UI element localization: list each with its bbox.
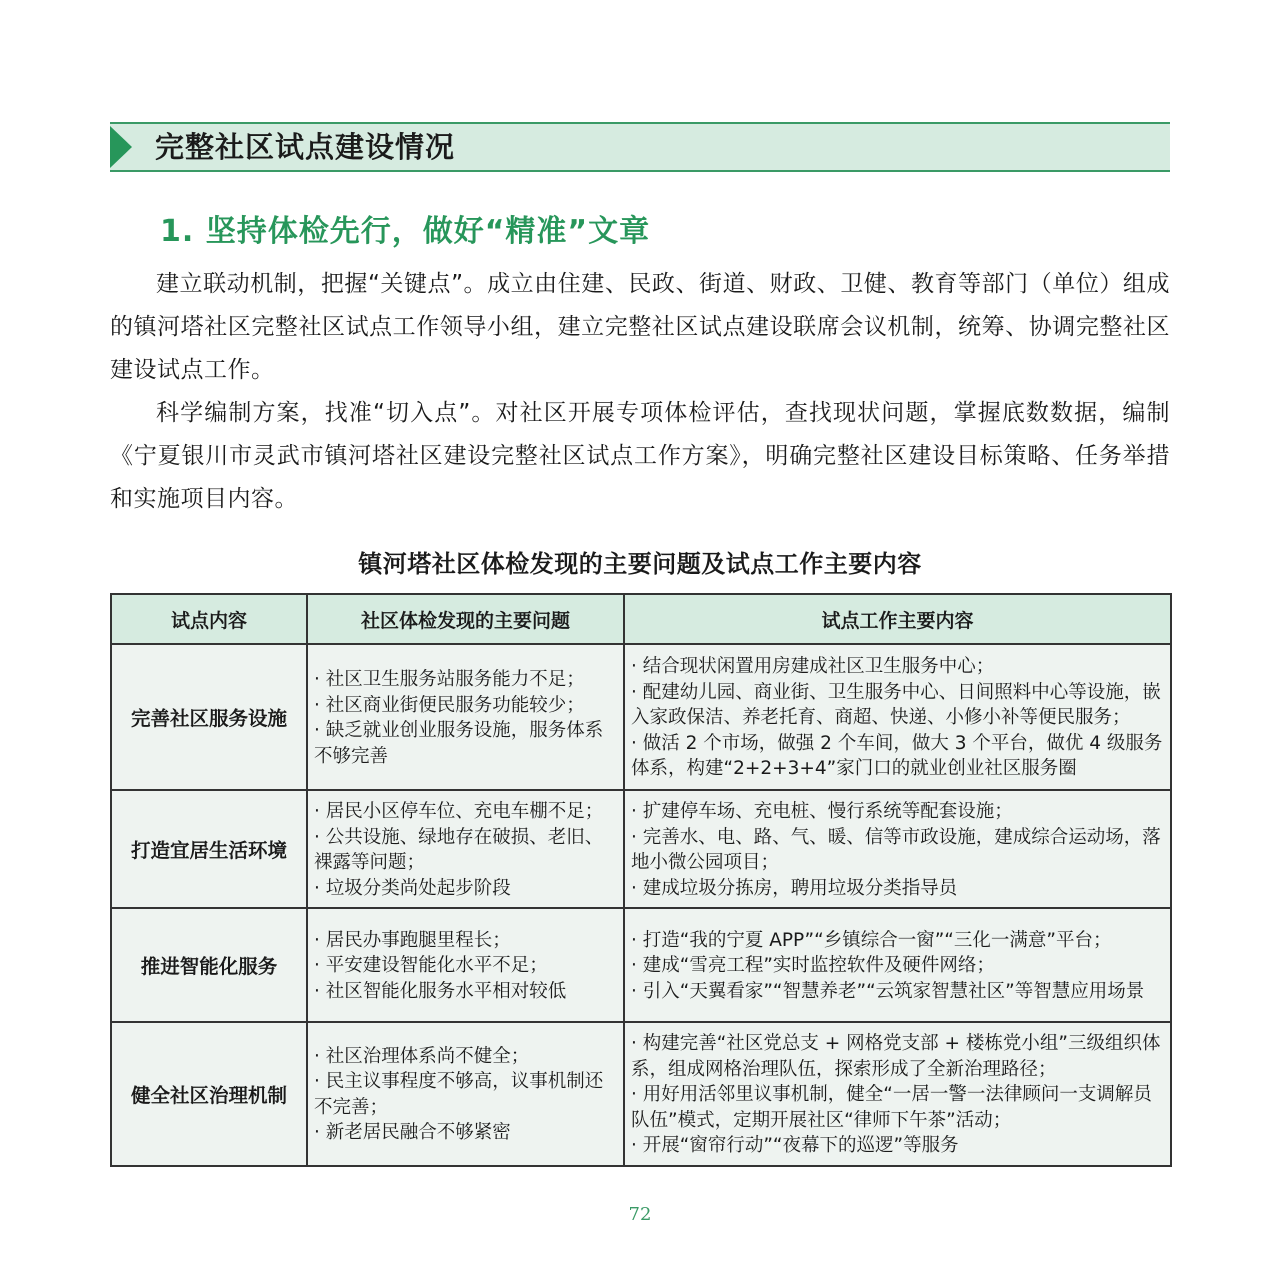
table-header-row: [111, 594, 1171, 644]
row-measures: [624, 644, 1171, 790]
problem-item: · 缺乏就业创业服务设施，服务体系不够完善: [314, 720, 604, 767]
table-row: [111, 644, 1171, 790]
section-arrow-icon: [110, 126, 132, 168]
table-title: 镇河塔社区体检发现的主要问题及试点工作主要内容: [358, 550, 922, 578]
measure-item: · 结合现状闲置用房建成社区卫生服务中心；: [631, 656, 995, 678]
measure-item: · 配建幼儿园、商业街、卫生服务中心、日间照料中心等设施，嵌入家政保洁、养老托育、商超、快递、小修小补等便民服务；: [631, 681, 1161, 729]
measure-item: · 完善水、电、路、气、暖、信等市政设施，建成综合运动场，落地小微公园项目；: [631, 826, 1161, 873]
row-measures: [624, 908, 1171, 1022]
paragraph-2: 科学编制方案，找准“切入点”。对社区开展专项体检评估，查找现状问题，掌握底数数据，编制《宁夏银川市灵武市镇河塔社区建设完整社区试点工作方案》，明确完整社区建设目标策略、任务举措和实施项目内容。: [110, 400, 1170, 512]
problem-item: · 居民办事跑腿里程长；: [314, 929, 511, 951]
problem-item: · 社区智能化服务水平相对较低: [314, 980, 567, 1002]
section-header-bar: [110, 122, 1170, 172]
table-row: [111, 908, 1171, 1022]
subsection-heading: 1. 坚持体检先行，做好“精准”文章: [160, 214, 651, 249]
pilot-table: [110, 593, 1172, 1167]
problem-item: · 社区商业街便民服务功能较少；: [314, 694, 585, 716]
row-measures: [624, 1022, 1171, 1166]
measure-item: · 开展“窗帘行动”“夜幕下的巡逻”等服务: [631, 1135, 959, 1156]
problem-item: · 民主议事程度不够高，议事机制还不完善；: [314, 1071, 604, 1118]
row-category: 完善社区服务设施: [111, 644, 307, 790]
row-problems: [307, 644, 624, 790]
header-measures: 试点工作主要内容: [624, 594, 1171, 644]
table-row: [111, 790, 1171, 908]
row-problems: [307, 790, 624, 908]
problem-item: · 平安建设智能化水平不足；: [314, 955, 548, 977]
table-row: [111, 1022, 1171, 1166]
row-category: 健全社区治理机制: [111, 1022, 307, 1166]
measure-item: · 建成“雪亮工程”实时监控软件及硬件网络；: [631, 955, 995, 977]
measure-item: · 构建完善“社区党总支 + 网格党支部 + 楼栋党小组”三级组织体系，组成网格治理队伍，探索形成了全新治理路径；: [631, 1033, 1161, 1080]
row-category: 推进智能化服务: [111, 908, 307, 1022]
row-problems: [307, 908, 624, 1022]
measure-item: · 引入“天翼看家”“智慧养老”“云筑家智慧社区”等智慧应用场景: [631, 980, 1145, 1002]
header-problems: 社区体检发现的主要问题: [307, 594, 624, 644]
problem-item: · 公共设施、绿地存在破损、老旧、裸露等问题；: [314, 826, 604, 873]
measure-item: · 打造“我的宁夏 APP”“乡镇综合一窗”“三化一满意”平台；: [631, 929, 1112, 951]
row-category: 打造宜居生活环境: [111, 790, 307, 908]
page-number: 72: [628, 1204, 652, 1225]
header-pilot-content: 试点内容: [111, 594, 307, 644]
problem-item: · 社区治理体系尚不健全；: [314, 1045, 530, 1067]
measure-item: · 用好用活邻里议事机制，健全“一居一警一法律顾问一支调解员队伍”模式，定期开展社区“律师下午茶”活动；: [631, 1084, 1152, 1131]
measure-item: · 做活 2 个市场，做强 2 个车间，做大 3 个平台，做优 4 级服务体系，构建“2+2+3+4”家门口的就业创业社区服务圈: [631, 732, 1163, 780]
row-problems: [307, 1022, 624, 1166]
problem-item: · 新老居民融合不够紧密: [314, 1122, 511, 1144]
measure-item: · 扩建停车场、充电桩、慢行系统等配套设施；: [631, 801, 1013, 822]
measure-item: · 建成垃圾分拣房，聘用垃圾分类指导员: [631, 877, 958, 899]
problem-item: · 社区卫生服务站服务能力不足；: [314, 669, 585, 690]
problem-item: · 垃圾分类尚处起步阶段: [314, 877, 511, 899]
section-title: 完整社区试点建设情况: [155, 130, 456, 164]
row-measures: [624, 790, 1171, 908]
problem-item: · 居民小区停车位、充电车棚不足；: [314, 801, 604, 822]
paragraph-1: 建立联动机制，把握“关键点”。成立由住建、民政、街道、财政、卫健、教育等部门（单位）组成的镇河塔社区完整社区试点工作领导小组，建立完整社区试点建设联席会议机制，统筹、协调完整社区建设试点工作。: [110, 271, 1170, 383]
